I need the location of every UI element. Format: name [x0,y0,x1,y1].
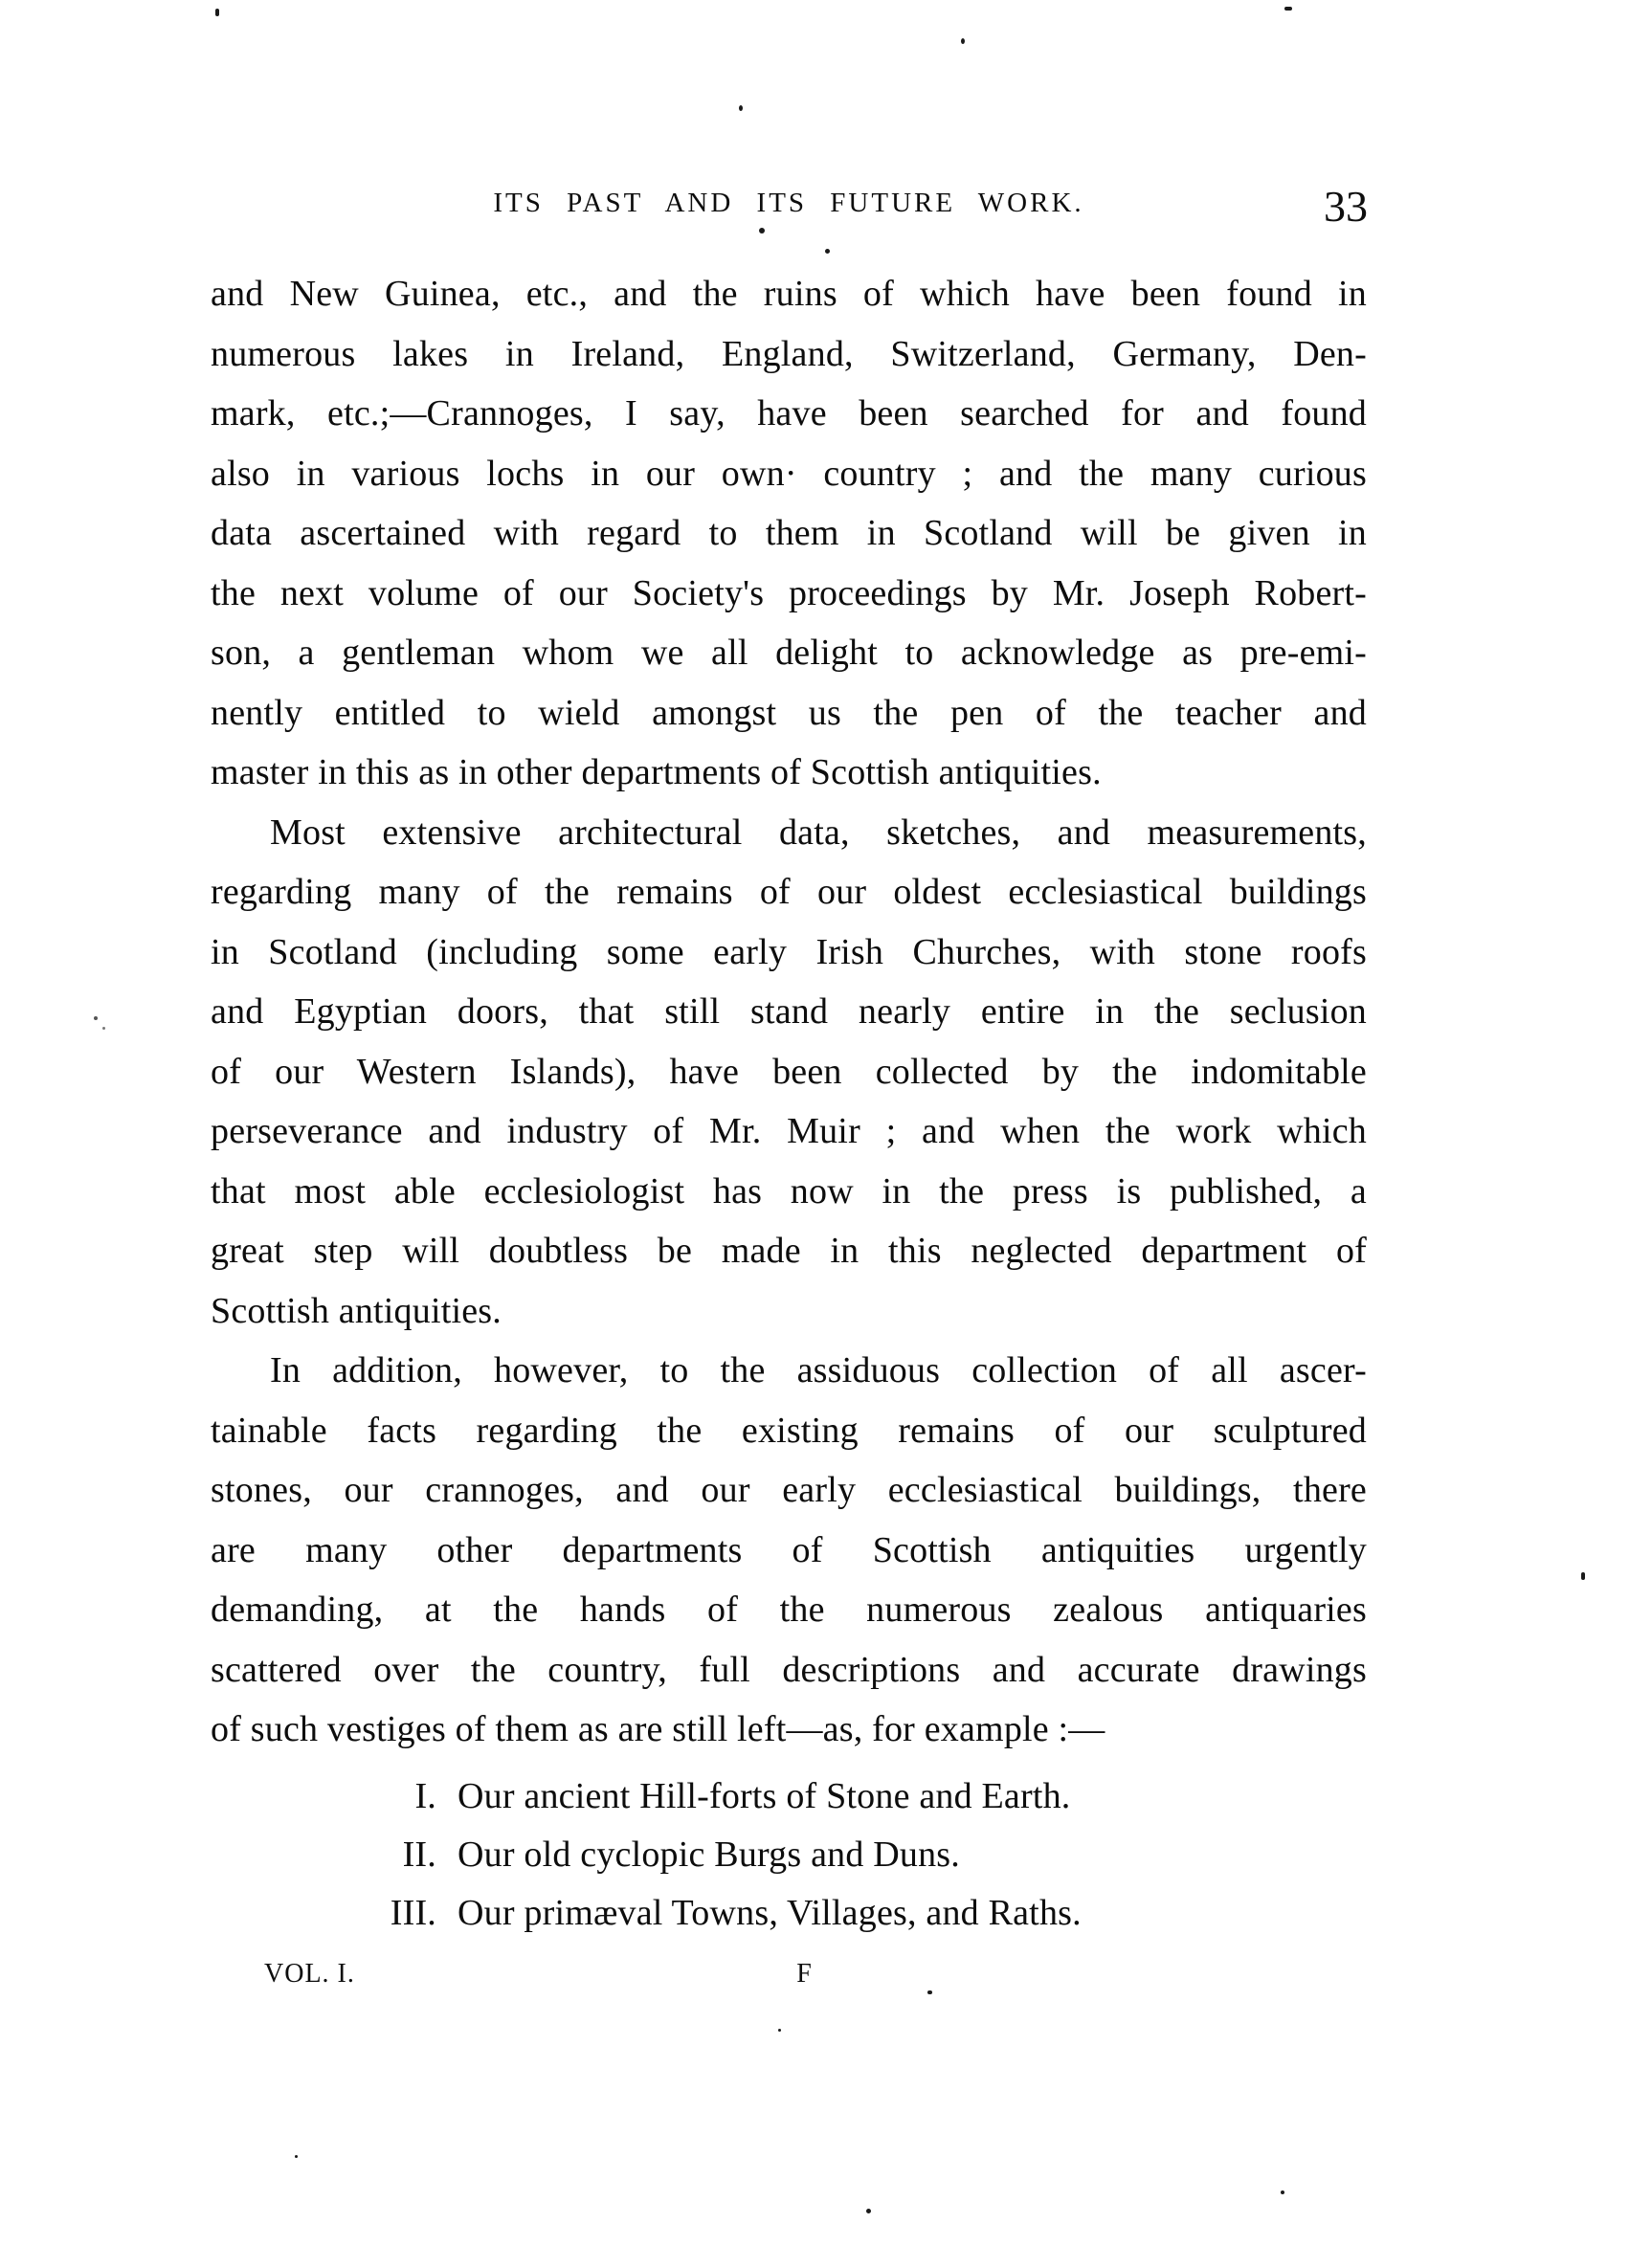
list-item-text: Our old cyclopic Burgs and Duns. [458,1834,960,1875]
page-number: 33 [1324,182,1368,231]
signature-mark: F [796,1959,812,1989]
list-item [211,1826,1367,1884]
ink-speck [215,9,219,16]
body-line: demanding, at the hands of the numerous zealous antiquaries [211,1590,1367,1630]
body-line: numerous lakes in Ireland, England, Switzerland, Germany, Den- [211,333,1367,374]
ink-speck [961,38,965,44]
numbered-list [211,1768,1367,1943]
page-footer [211,1957,1367,1995]
body-line: tainable facts regarding the existing remains of our sculptured [211,1410,1367,1451]
list-item [211,1768,1367,1826]
ink-speck [778,2029,781,2032]
body-line: Most extensive architectural data, sketches, and measurements, [270,812,1367,853]
body-text [211,264,1367,1943]
ink-speck [759,228,765,233]
body-line: master in this as in other departments of Scottish antiquities. [211,752,1102,792]
list-numeral: II. [402,1834,436,1875]
ink-speck [1581,1572,1585,1580]
body-line: perseverance and industry of Mr. Muir ; and when the work which [211,1111,1367,1151]
body-line: of our Western Islands), have been collected by the indomitable [211,1051,1367,1092]
body-line: data ascertained with regard to them in Scotland will be given in [211,513,1367,553]
ink-speck [866,2209,871,2213]
ink-speck [94,1016,98,1020]
list-numeral: III. [390,1892,436,1933]
body-line: and New Guinea, etc., and the ruins of which have been found in [211,274,1367,314]
list-numeral: I. [414,1775,436,1816]
body-line: also in various lochs in our own· country ; and the many curious [211,453,1367,494]
ink-speck [739,105,743,111]
ink-speck [1284,7,1292,11]
body-line: in Scotland (including some early Irish Churches, with stone roofs [211,931,1367,972]
body-line: Scottish antiquities. [211,1290,502,1331]
volume-label: VOL. I. [264,1959,355,1989]
body-line: of such vestiges of them as are still left—as, for example :— [211,1709,1105,1749]
body-line: that most able ecclesiologist has now in the press is published, a [211,1170,1367,1212]
ink-speck [825,249,830,254]
body-line: great step will doubtless be made in this neglected department of [211,1231,1367,1271]
list-item-text: Our primæval Towns, Villages, and Raths. [458,1892,1082,1933]
body-line: In addition, however, to the assiduous collection of all ascer- [270,1350,1367,1390]
body-line: son, a gentleman whom we all delight to acknowledge as pre-emi- [211,633,1367,673]
ink-speck [1281,2190,1284,2194]
body-line: are many other departments of Scottish antiquities urgently [211,1529,1367,1570]
ink-speck [295,2155,298,2158]
body-line: scattered over the country, full descriptions and accurate drawings [211,1649,1367,1690]
body-line: regarding many of the remains of our oldest ecclesiastical buildings [211,872,1367,912]
ink-speck [102,1027,105,1030]
body-line: mark, etc.;—Crannoges, I say, have been searched for and found [211,393,1367,434]
list-item [211,1884,1367,1943]
body-line: stones, our crannoges, and our early ecclesiastical buildings, there [211,1470,1367,1510]
ink-speck [927,1990,932,1994]
list-item-text: Our ancient Hill-forts of Stone and Earth. [458,1775,1071,1816]
body-line: nently entitled to wield amongst us the pen of the teacher and [211,692,1367,733]
body-line: the next volume of our Society's proceedings by Mr. Joseph Robert- [211,572,1367,613]
body-line: and Egyptian doors, that still stand nearly entire in the seclusion [211,991,1367,1032]
running-header [211,187,1367,220]
running-title: ITS PAST AND ITS FUTURE WORK. [493,188,1084,218]
